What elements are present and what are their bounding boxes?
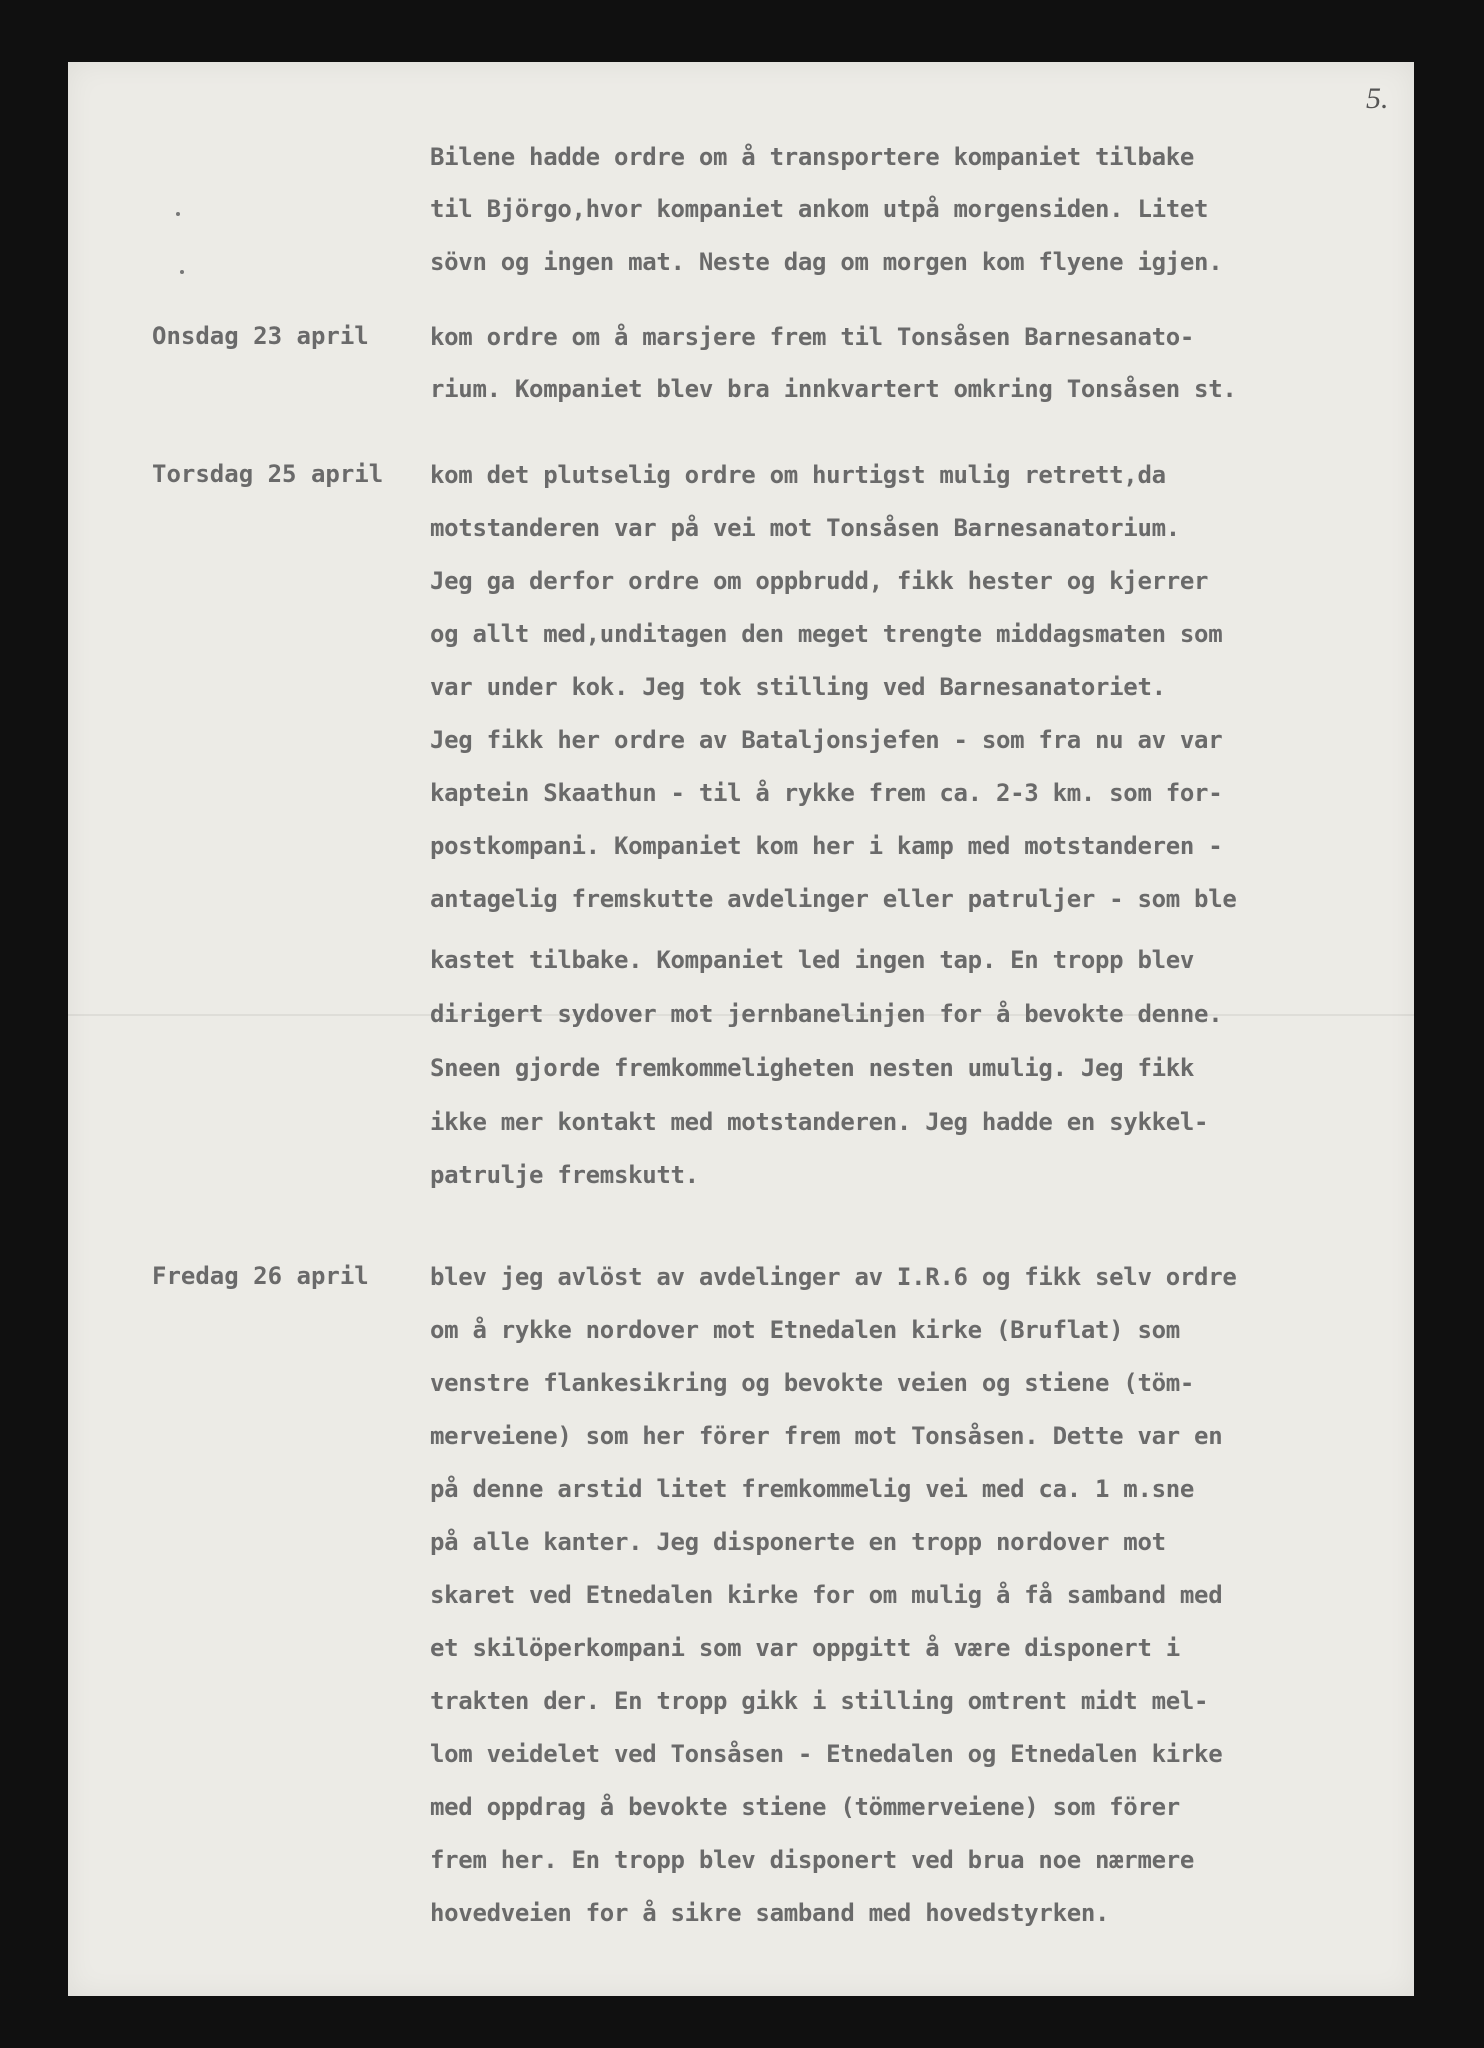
text-line: venstre flankesikring og bevokte veien og stiene (töm- [430,1369,1195,1397]
text-line: Jeg fikk her ordre av Bataljonsjefen - som fra nu av var [430,726,1223,754]
text-line: et skilöperkompani som var oppgitt å være disponert i [430,1634,1180,1662]
text-line: trakten der. En tropp gikk i stilling omtrent midt mel- [430,1687,1209,1715]
text-line: sövn og ingen mat. Neste dag om morgen kom flyene igjen. [430,248,1223,276]
text-line: Bilene hadde ordre om å transportere kompaniet tilbake [430,143,1195,171]
text-line: rium. Kompaniet blev bra innkvartert omkring Tonsåsen st. [430,375,1237,403]
entry-date: Fredag 26 april [152,1262,369,1290]
text-line: motstanderen var på vei mot Tonsåsen Barnesanatorium. [430,514,1180,542]
text-line: og allt med,unditagen den meget trengte middagsmaten som [430,620,1223,648]
entry-date: Onsdag 23 april [152,322,369,350]
text-line: om å rykke nordover mot Etnedalen kirke (Bruflat) som [430,1316,1180,1344]
text-line: på denne arstid litet fremkommelig vei med ca. 1 m.sne [430,1475,1195,1503]
text-line: Sneen gjorde fremkommeligheten nesten umulig. Jeg fikk [430,1054,1195,1082]
text-line: kastet tilbake. Kompaniet led ingen tap. En tropp blev [430,946,1195,974]
text-line: var under kok. Jeg tok stilling ved Barnesanatoriet. [430,673,1166,701]
text-line: dirigert sydover mot jernbanelinjen for å bevokte denne. [430,1000,1223,1028]
text-line: med oppdrag å bevokte stiene (tömmerveiene) som förer [430,1793,1180,1821]
text-line: lom veidelet ved Tonsåsen - Etnedalen og Etnedalen kirke [430,1740,1223,1768]
punch-mark [180,270,184,274]
text-line: Jeg ga derfor ordre om oppbrudd, fikk hester og kjerrer [430,567,1209,595]
text-line: postkompani. Kompaniet kom her i kamp med motstanderen - [430,832,1223,860]
text-line: til Björgo,hvor kompaniet ankom utpå morgensiden. Litet [430,195,1209,223]
text-line: skaret ved Etnedalen kirke for om mulig å få samband med [430,1581,1223,1609]
text-line: hovedveien for å sikre samband med hovedstyrken. [430,1899,1110,1927]
text-line: kom det plutselig ordre om hurtigst mulig retrett,da [430,461,1166,489]
page-number: 5. [1366,82,1389,115]
punch-mark [176,212,180,216]
text-line: på alle kanter. Jeg disponerte en tropp nordover mot [430,1528,1166,1556]
text-line: frem her. En tropp blev disponert ved brua noe nærmere [430,1846,1195,1874]
text-line: blev jeg avlöst av avdelinger av I.R.6 og fikk selv ordre [430,1263,1237,1291]
text-line: kom ordre om å marsjere frem til Tonsåsen Barnesanato- [430,323,1195,351]
text-line: ikke mer kontakt med motstanderen. Jeg hadde en sykkel- [430,1108,1209,1136]
text-line: patrulje fremskutt. [430,1161,699,1189]
entry-date: Torsdag 25 april [152,460,384,488]
text-line: antagelig fremskutte avdelinger eller patruljer - som ble [430,885,1237,913]
text-line: kaptein Skaathun - til å rykke frem ca. 2-3 km. som for- [430,779,1223,807]
text-line: merveiene) som her förer frem mot Tonsåsen. Dette var en [430,1422,1223,1450]
document-page [68,62,1414,1996]
